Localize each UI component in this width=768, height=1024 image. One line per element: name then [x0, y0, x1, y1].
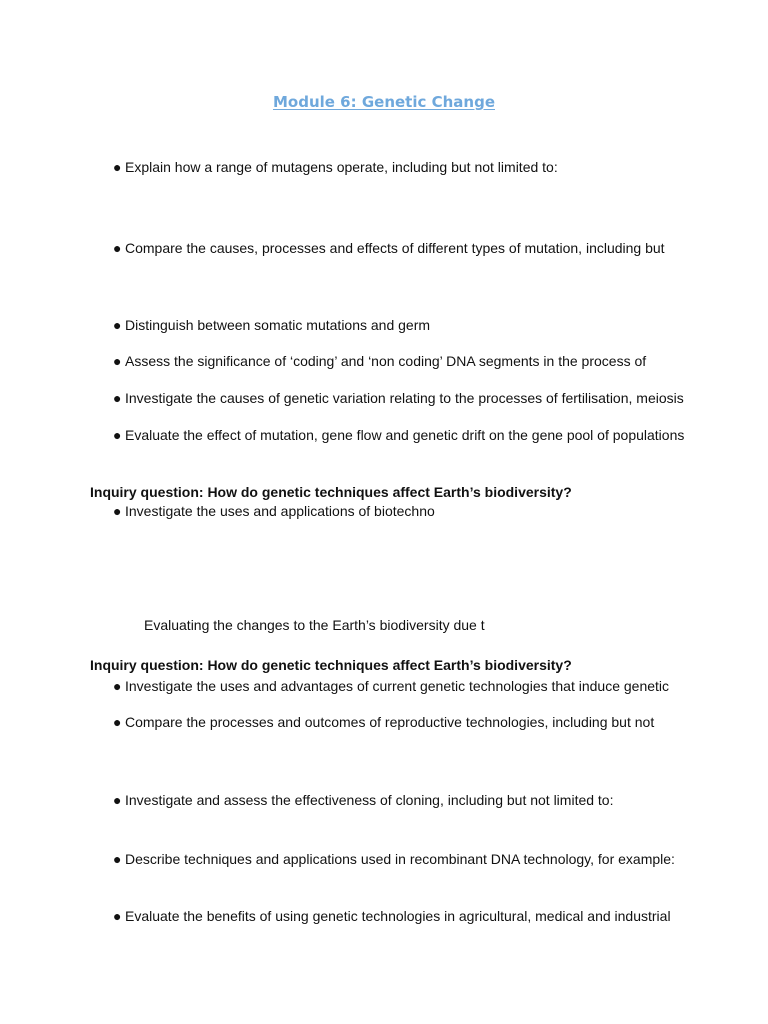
list-item — [113, 503, 435, 520]
list-item-text: Assess the significance of ‘coding’ and ‘non coding’ DNA segments in the process of — [125, 353, 647, 369]
bullet-icon: ● — [113, 792, 122, 808]
list-item-text: Explain how a range of mutagens operate, including but not limited to: — [125, 159, 558, 175]
bullet-icon: ● — [113, 678, 122, 694]
list-item-text: Compare the causes, processes and effects of different types of mutation, including but — [125, 240, 665, 256]
list-item-text: Investigate the causes of genetic variation relating to the processes of fertilisation, meiosis — [125, 390, 684, 406]
list-item — [113, 353, 646, 370]
list-item-text: Evaluate the effect of mutation, gene flow and genetic drift on the gene pool of populations — [125, 427, 685, 443]
list-item — [113, 714, 654, 731]
list-item — [113, 792, 613, 809]
list-item — [113, 908, 671, 925]
list-item — [113, 851, 675, 868]
bullet-icon: ● — [113, 503, 122, 519]
bullet-icon: ● — [113, 317, 122, 333]
list-item-text: Compare the processes and outcomes of reproductive technologies, including but not — [125, 714, 655, 730]
bullet-icon: ● — [113, 851, 122, 867]
bullet-icon: ● — [113, 240, 122, 256]
list-item — [113, 678, 669, 695]
bullet-icon: ● — [113, 908, 122, 924]
page-title: Module 6: Genetic Change — [272, 93, 495, 111]
list-item — [113, 317, 430, 334]
section-heading: Inquiry question: How do genetic techniques affect Earth’s biodiversity? — [90, 657, 572, 673]
list-item-text: Describe techniques and applications used in recombinant DNA technology, for example: — [125, 851, 675, 867]
bullet-icon: ● — [113, 159, 122, 175]
list-item — [113, 390, 684, 407]
list-item — [113, 159, 558, 176]
bullet-icon: ● — [113, 427, 122, 443]
bullet-icon: ● — [113, 714, 122, 730]
bullet-icon: ● — [113, 353, 122, 369]
list-item — [113, 427, 684, 444]
list-item-text: Investigate the uses and advantages of current genetic technologies that induce genetic — [125, 678, 670, 694]
bullet-icon: ● — [113, 390, 122, 406]
section-heading: Inquiry question: How do genetic techniques affect Earth’s biodiversity? — [90, 484, 572, 500]
list-item-text: Distinguish between somatic mutations and germ — [125, 317, 431, 333]
list-item-text: Investigate the uses and applications of biotechno — [125, 503, 435, 519]
list-item-text: Investigate and assess the effectiveness of cloning, including but not limited to: — [125, 792, 614, 808]
list-item-text: Evaluate the benefits of using genetic technologies in agricultural, medical and industrial — [125, 908, 671, 924]
list-item — [113, 240, 665, 257]
indented-text: Evaluating the changes to the Earth’s biodiversity due t — [144, 617, 485, 633]
